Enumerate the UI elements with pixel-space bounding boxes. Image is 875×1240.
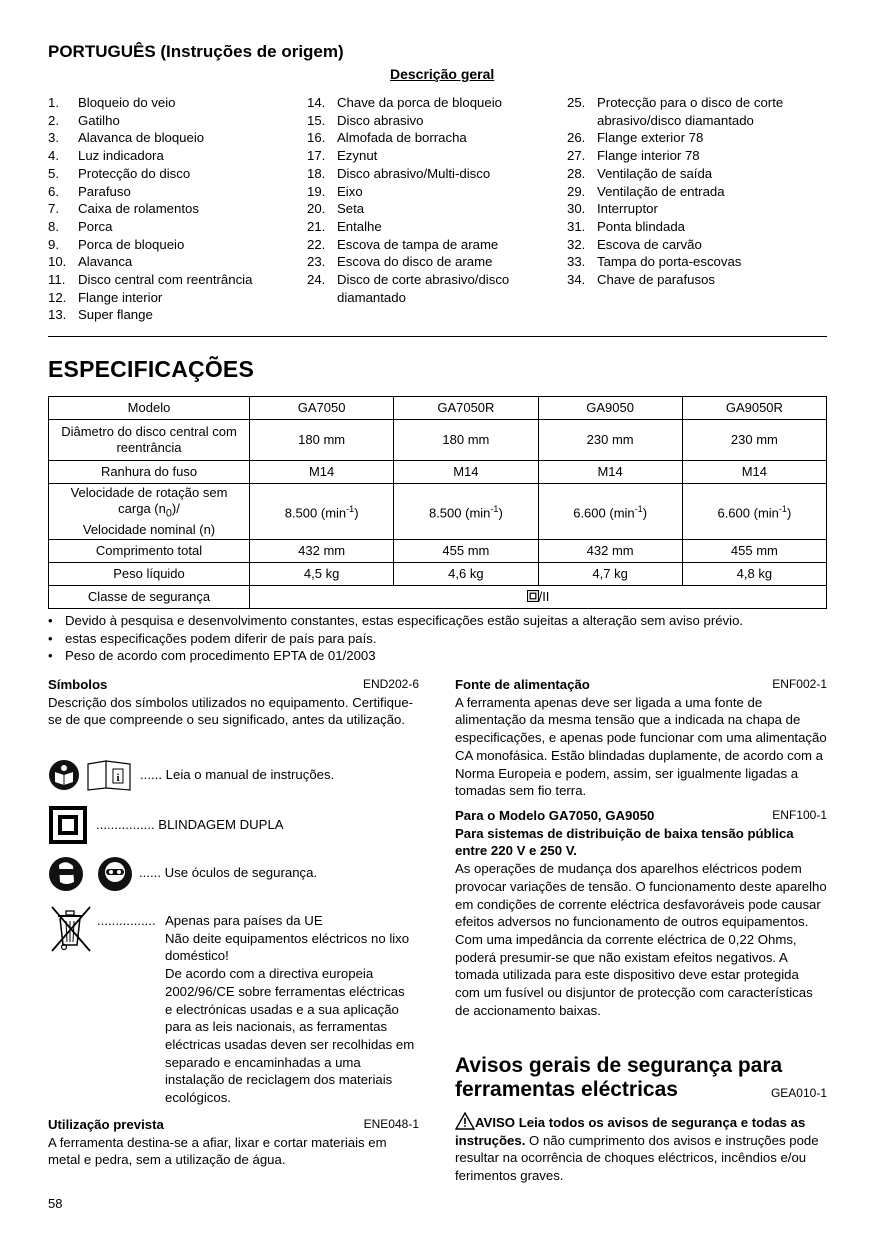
list-item — [307, 253, 557, 271]
safety-code: GEA010-1 — [770, 1086, 827, 1100]
item-label: Ventilação de saída — [597, 165, 713, 181]
item-number: 2. — [48, 112, 59, 128]
list-item — [48, 94, 303, 112]
item-label: Escova de tampa de arame — [337, 236, 499, 252]
item-label: Bloqueio do veio — [78, 95, 176, 110]
goggles-text: ...... Use óculos de segurança. — [139, 865, 318, 880]
list-item — [567, 183, 827, 201]
eu-dots: ................ — [97, 913, 156, 928]
item-number: 11. — [48, 272, 66, 288]
table-cell: 4,6 kg — [394, 562, 538, 585]
item-number: 9. — [48, 236, 59, 252]
item-number: 1. — [48, 95, 59, 110]
item-number: 17. — [307, 148, 326, 164]
item-number: 4. — [48, 148, 59, 164]
item-label: Caixa de rolamentos — [78, 201, 199, 217]
speed-label-line2: carga (n — [118, 501, 166, 516]
list-item — [307, 94, 557, 112]
table-cell: GA7050R — [394, 397, 538, 420]
table-cell: 4,8 kg — [682, 562, 826, 585]
table-cell: 6.600 $(\min^{-1})$ — [538, 484, 682, 540]
model-note-heading: Para o Modelo GA7050, GA9050 ENF100-1 — [455, 808, 827, 823]
list-item — [307, 218, 557, 236]
item-number: 10. — [48, 254, 67, 270]
list-item — [48, 112, 303, 130]
list-item — [567, 147, 827, 165]
item-label: Flange exterior 78 — [597, 130, 704, 146]
table-cell: Classe de segurança — [49, 585, 250, 608]
list-item — [48, 165, 303, 183]
table-row — [49, 539, 827, 562]
safety-warnings-heading: Avisos gerais de segurança para ferramentas eléctricas — [455, 1054, 783, 1101]
item-number: 5. — [48, 165, 59, 181]
table-row — [49, 562, 827, 585]
table-cell: 432 mm — [250, 539, 394, 562]
item-label: Protecção para o disco de corte abrasivo/disco diamantado — [597, 95, 784, 128]
table-cell: 230 mm — [538, 420, 682, 461]
item-number: 15. — [307, 112, 326, 128]
item-number: 19. — [307, 183, 326, 199]
item-label: Ponta blindada — [597, 218, 685, 234]
item-number: 18. — [307, 165, 326, 181]
table-cell: 180 mm — [394, 420, 538, 461]
table-cell: Comprimento total — [49, 539, 250, 562]
item-label: Disco abrasivo — [337, 112, 424, 128]
table-row — [49, 461, 827, 484]
item-number: 20. — [307, 201, 326, 217]
item-number: 24. — [307, 272, 326, 288]
list-item — [567, 200, 827, 218]
symbol-weee — [48, 905, 94, 955]
item-number: 33. — [567, 254, 586, 270]
list-item — [567, 218, 827, 236]
model-note-text: As operações de mudança dos aparelhos eléctricos podem provocar variações de tensão. O funcionamento deste aparelho em condições de corrente eléctrica desfavoráveis pode causar efeitos adversos no funcionamento de outros equipamentos. Com uma impedância da corrente eléctrica de 0,22 Ohms, poderá presumir-se que não existam efeitos negativos. A tomada utilizada para este dispositivo deve estar protegida com um fusível ou disjuntor de protecção com características de accionamento baixas. — [455, 861, 827, 1018]
safety-warning-text: AVISO Leia todos os avisos de segurança e todas as instruções. O não cumprimento dos avisos e instruções pode resultar na ocorrência de choques eléctricos, incêndios e/ou ferimentos graves. — [455, 1112, 827, 1185]
crossed-bin-icon — [48, 905, 94, 955]
list-item — [567, 165, 827, 183]
item-label: Porca — [78, 218, 113, 234]
table-row — [49, 420, 827, 461]
eu-line: Não deite equipamentos eléctricos no lixo doméstico! — [165, 930, 410, 964]
speed-label-sub: 0 — [165, 507, 172, 520]
list-item — [48, 306, 303, 324]
item-number: 8. — [48, 218, 59, 234]
table-cell: 230 mm — [682, 420, 826, 461]
list-item — [48, 200, 303, 218]
table-cell: M14 — [250, 461, 394, 484]
item-number: 16. — [307, 130, 326, 146]
table-cell: GA9050R — [682, 397, 826, 420]
list-item — [567, 253, 827, 271]
power-supply-heading: Fonte de alimentação ENF002-1 — [455, 677, 827, 692]
list-item — [307, 200, 557, 218]
item-label: Flange interior 78 — [597, 148, 700, 164]
page-number: 58 — [48, 1196, 63, 1211]
list-item — [567, 129, 827, 147]
table-cell: Modelo — [49, 397, 250, 420]
intended-use-text: A ferramenta destina-se a afiar, lixar e cortar materiais em metal e pedra, sem a utilização de água. — [48, 1134, 387, 1168]
table-cell: 4,7 kg — [538, 562, 682, 585]
intended-use-section — [48, 1116, 419, 1169]
list-item — [567, 236, 827, 254]
table-cell: 455 mm — [394, 539, 538, 562]
symbol-double-insulation — [48, 805, 284, 845]
item-number: 27. — [567, 148, 586, 164]
item-label: Ventilação de entrada — [597, 183, 725, 199]
double-insulation-text: ................ BLINDAGEM DUPLA — [96, 817, 284, 832]
item-number: 12. — [48, 289, 67, 305]
table-cell: Diâmetro do disco central com reentrância — [49, 420, 250, 461]
item-label: Almofada de borracha — [337, 130, 467, 146]
list-item — [48, 236, 303, 254]
model-note-section — [455, 807, 827, 1019]
speed-label-line3: Velocidade nominal (n) — [82, 521, 216, 537]
item-label: Entalhe — [337, 218, 382, 234]
list-item — [48, 147, 303, 165]
item-number: 7. — [48, 201, 59, 217]
item-number: 23. — [307, 254, 326, 270]
item-number: 13. — [48, 307, 67, 323]
item-label: Disco de corte abrasivo/disco diamantado — [337, 272, 510, 305]
item-number: 6. — [48, 183, 59, 199]
item-number: 3. — [48, 130, 59, 146]
list-item — [48, 218, 303, 236]
item-label: Disco central com reentrância — [78, 272, 253, 288]
page-title: PORTUGUÊS (Instruções de origem) — [48, 42, 344, 61]
item-label: Escova do disco de arame — [337, 254, 493, 270]
list-item — [48, 271, 303, 289]
list-item — [307, 147, 557, 165]
power-supply-section — [455, 676, 827, 800]
table-cell: 8.500 $(\min^{-1})$ — [250, 484, 394, 540]
table-cell: GA9050 — [538, 397, 682, 420]
list-item — [48, 253, 303, 271]
parts-list-col3 — [567, 94, 827, 289]
table-row — [49, 484, 827, 540]
list-item — [567, 271, 827, 289]
item-label: Luz indicadora — [78, 148, 164, 164]
spec-note: • Devido à pesquisa e desenvolvimento constantes, estas especificações estão sujeitas a alteração sem aviso prévio. — [48, 612, 743, 630]
table-row — [49, 397, 827, 420]
item-number: 32. — [567, 236, 586, 252]
spec-note: • Peso de acordo com procedimento EPTA de 01/2003 — [48, 647, 743, 665]
item-label: Disco abrasivo/Multi-disco — [337, 165, 491, 181]
eu-line: Apenas para países da UE — [165, 913, 323, 928]
item-number: 31. — [567, 218, 586, 234]
spec-note: • estas especificações podem diferir de país para país. — [48, 630, 743, 648]
table-cell: 432 mm — [538, 539, 682, 562]
item-number: 28. — [567, 165, 586, 181]
item-number: 29. — [567, 183, 586, 199]
table-cell: Ranhura do fuso — [49, 461, 250, 484]
double-insulation-icon — [48, 805, 88, 845]
safety-goggles-icon — [48, 856, 134, 892]
general-description-heading: Descrição geral — [390, 66, 495, 82]
item-number: 34. — [567, 272, 586, 288]
item-label: Alavanca — [78, 254, 133, 270]
table-row — [49, 585, 827, 608]
warning-triangle-icon — [455, 1112, 475, 1130]
item-label: Ezynut — [337, 148, 378, 164]
item-label: Parafuso — [78, 183, 131, 199]
list-item — [307, 183, 557, 201]
model-note-subtitle: Para sistemas de distribuição de baixa tensão pública entre 220 V e 250 V. — [455, 825, 794, 859]
spec-notes — [48, 612, 743, 665]
item-number: 25. — [567, 95, 586, 110]
list-item — [48, 289, 303, 307]
table-cell: M14 — [682, 461, 826, 484]
item-label: Interruptor — [597, 201, 658, 217]
table-cell: M14 — [538, 461, 682, 484]
symbol-read-manual — [48, 759, 334, 791]
table-cell: Peso líquido — [49, 562, 250, 585]
item-number: 22. — [307, 236, 326, 252]
item-label: Chave da porca de bloqueio — [337, 95, 502, 110]
table-cell: /II — [250, 585, 827, 608]
list-item — [48, 129, 303, 147]
item-label: Tampa do porta-escovas — [597, 254, 742, 270]
list-item — [307, 236, 557, 254]
intended-use-heading: Utilização prevista ENE048-1 — [48, 1117, 419, 1132]
table-cell: 8.500 $(\min^{-1})$ — [394, 484, 538, 540]
item-number: 26. — [567, 130, 586, 146]
eu-line: De acordo com a directiva europeia 2002/96/CE sobre ferramentas eléctricas e electrónicas usadas e a sua aplicação para as leis nacionais, as ferramentas eléctricas usadas deven ser recolhidas em separado e encaminhadas a uma instalação de reciclagem dos materiais ecológicos. — [165, 966, 415, 1106]
table-cell — [49, 484, 250, 540]
symbols-heading: Símbolos END202-6 — [48, 677, 419, 692]
double-insulation-icon — [527, 590, 539, 602]
list-item — [48, 183, 303, 201]
symbols-section — [48, 676, 419, 729]
list-item — [307, 112, 557, 130]
item-label: Porca de bloqueio — [78, 236, 185, 252]
table-cell: 180 mm — [250, 420, 394, 461]
item-label: Eixo — [337, 183, 363, 199]
item-number: 14. — [307, 95, 326, 110]
read-manual-text: ...... Leia o manual de instruções. — [140, 767, 335, 782]
item-label: Super flange — [78, 307, 153, 323]
parts-list-col1 — [48, 94, 303, 324]
item-number: 21. — [307, 218, 326, 234]
item-label: Gatilho — [78, 112, 120, 128]
speed-label-line1: Velocidade de rotação sem — [70, 485, 228, 500]
list-item — [307, 165, 557, 183]
table-cell: M14 — [394, 461, 538, 484]
item-label: Escova de carvão — [597, 236, 702, 252]
item-number: 30. — [567, 201, 586, 217]
list-item — [567, 94, 827, 129]
parts-list-col2 — [307, 94, 557, 306]
item-label: Chave de parafusos — [597, 272, 716, 288]
item-label: Protecção do disco — [78, 165, 191, 181]
list-item — [307, 129, 557, 147]
svg-text:i: i — [116, 772, 120, 784]
read-manual-icon — [48, 759, 136, 791]
table-cell: 4,5 kg — [250, 562, 394, 585]
item-label: Seta — [337, 201, 365, 217]
eu-disposal-text — [165, 912, 415, 1107]
section-divider — [48, 336, 827, 337]
specifications-table — [48, 396, 827, 609]
power-supply-text: A ferramenta apenas deve ser ligada a uma fonte de alimentação da mesma tensão que a indicada na chapa de especificações, e apenas pode funcionar com uma alimentação CA monofásica. Estão blindadas duplamente, de acordo com a Norma Europeia e podem, assim, ser igualmente ligadas a tomadas sem fio terra. — [455, 694, 827, 799]
table-cell: GA7050 — [250, 397, 394, 420]
item-label: Alavanca de bloqueio — [78, 130, 205, 146]
symbol-goggles — [48, 856, 317, 892]
specifications-heading: ESPECIFICAÇÕES — [48, 356, 255, 382]
table-cell: 455 mm — [682, 539, 826, 562]
speed-label-slash: )/ — [171, 501, 180, 516]
list-item — [307, 271, 557, 306]
table-cell: 6.600 $(\min^{-1})$ — [682, 484, 826, 540]
symbols-intro: Descrição dos símbolos utilizados no equipamento. Certifique-se de que compreende o seu significado, antes da utilização. — [48, 694, 414, 728]
item-label: Flange interior — [78, 289, 163, 305]
